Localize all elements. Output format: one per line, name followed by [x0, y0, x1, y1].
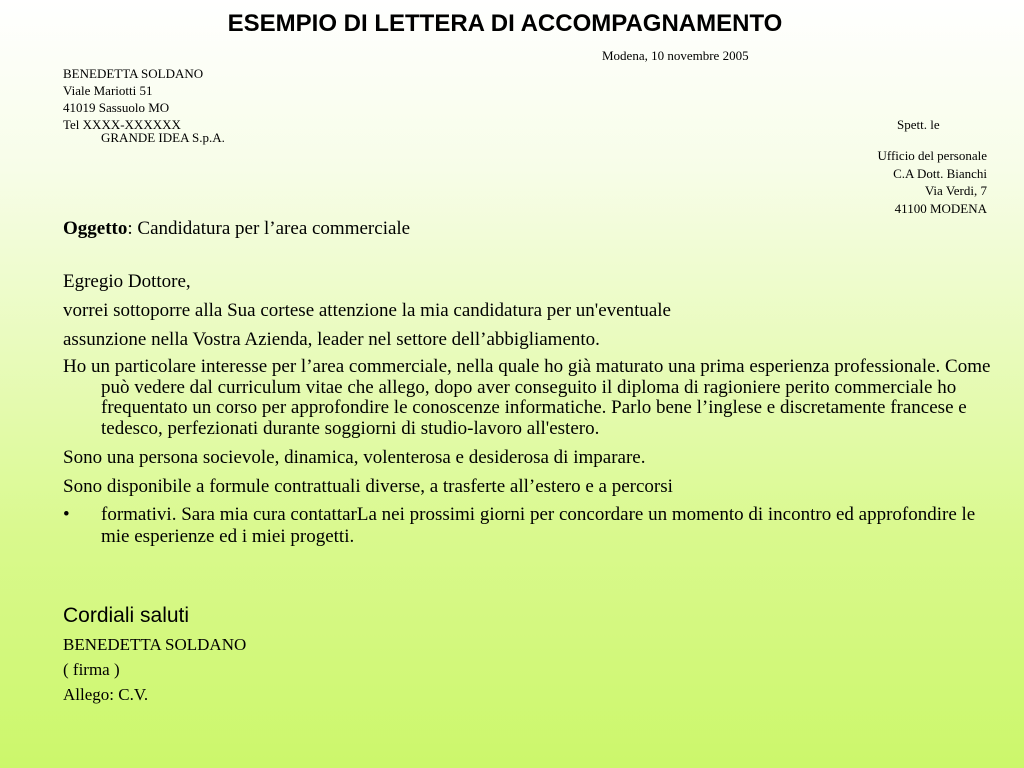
sender-city: 41019 Sassuolo MO — [63, 100, 170, 115]
attachment-note: Allego: C.V. — [63, 685, 149, 704]
recipient-attention: C.A Dott. Bianchi — [893, 165, 987, 181]
sender-phone: Tel XXXX-XXXXXX — [63, 117, 181, 132]
signature-sign: ( firma ) — [63, 660, 120, 679]
body-line-3: Sono una persona socievole, dinamica, volenterosa e desiderosa di imparare. — [63, 447, 646, 468]
body-line-1: vorrei sottoporre alla Sua cortese attenzione la mia candidatura per un'eventuale — [63, 300, 671, 321]
sender-street: Viale Mariotti 51 — [63, 83, 153, 98]
recipient-company: GRANDE IDEA S.p.A. — [101, 130, 225, 145]
bullet-item — [63, 504, 993, 548]
letter-body — [63, 270, 993, 548]
body-line-2: assunzione nella Vostra Azienda, leader nel settore dell’abbigliamento. — [63, 329, 600, 350]
subject-label: Oggetto — [63, 218, 128, 239]
letter-date: Modena, 10 novembre 2005 — [602, 48, 749, 63]
recipient-street: Via Verdi, 7 — [924, 183, 987, 198]
greeting: Egregio Dottore, — [63, 271, 191, 292]
recipient-salutation: Spett. le — [897, 117, 940, 132]
recipient-city: 41100 MODENA — [894, 200, 987, 216]
signature-name: BENEDETTA SOLDANO — [63, 635, 247, 654]
bullet-icon: • — [63, 504, 70, 525]
signature-block — [63, 632, 246, 707]
page-title: ESEMPIO DI LETTERA DI ACCOMPAGNAMENTO — [227, 10, 783, 37]
bullet-text: formativi. Sara mia cura contattarLa nei prossimi giorni per concordare un momento di incontro ed approfondire le mie esperienze ed i miei progetti. — [101, 504, 976, 547]
body-line-4: Sono disponibile a formule contrattuali diverse, a trasferte all’estero e a percorsi — [63, 476, 673, 497]
letter-subject — [63, 217, 410, 241]
body-paragraph: Ho un particolare interesse per l’area commerciale, nella quale ho già maturato una prima esperienza professionale. Come può vedere dal curriculum vitae che allego, dopo aver conseguito il diploma di ragioniere perito commerciale ho frequentato un corso per approfondire le conoscenze informatiche. Parlo bene l’inglese e discretamente francese e tedesco, perfezionati durante soggiorni di studio-lavoro all'estero. — [63, 356, 991, 439]
recipient-office: Ufficio del personale — [877, 148, 987, 163]
sender-address — [63, 65, 203, 133]
closing-greeting: Cordiali saluti — [63, 604, 190, 627]
recipient-address — [878, 147, 988, 217]
sender-name: BENEDETTA SOLDANO — [63, 66, 204, 81]
subject-text: : Candidatura per l’area commerciale — [127, 218, 411, 239]
